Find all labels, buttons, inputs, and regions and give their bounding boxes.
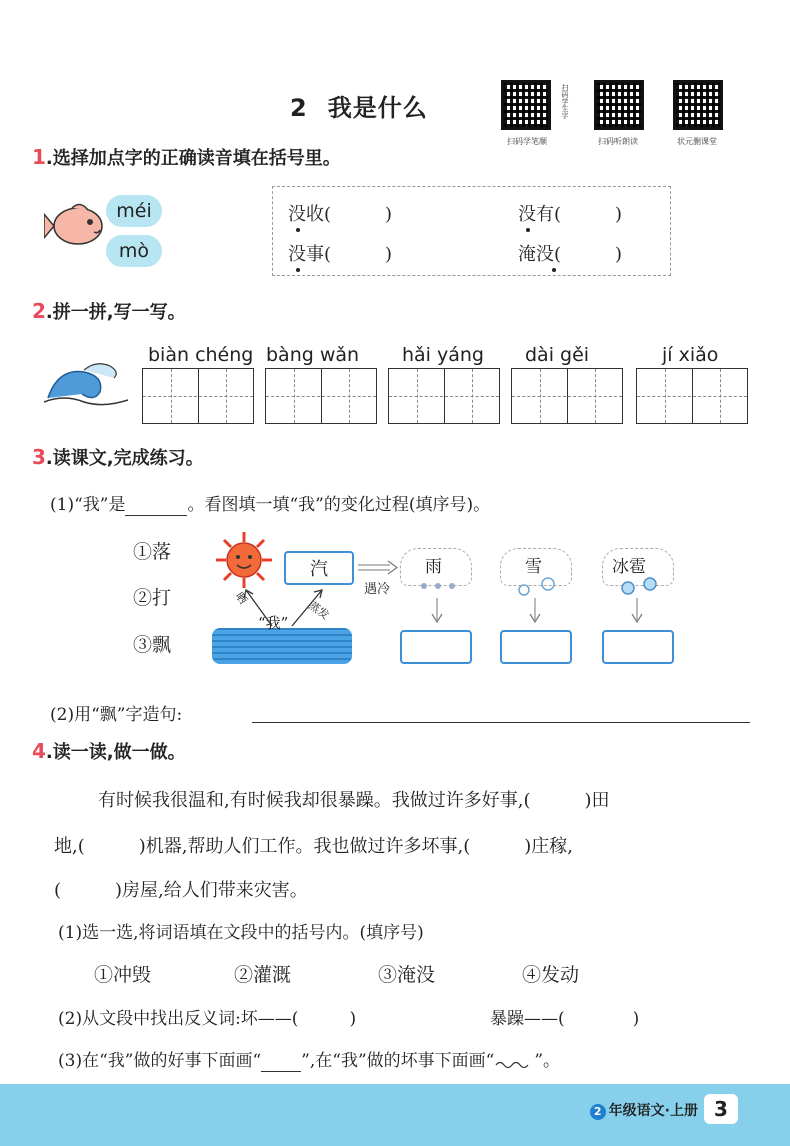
vapor-box: 汽 [284,551,354,585]
q1-heading: 1.选择加点字的正确读音填在括号里。 [32,145,341,169]
pinyin-option-mei: méi [106,195,162,227]
page-number: 3 [704,1094,738,1124]
q3-option-1: ①落 [133,541,172,563]
q3-heading: 3.读课文,完成练习。 [32,445,204,469]
writing-grid-1[interactable] [142,368,254,424]
hail-answer-box[interactable] [602,630,674,664]
writing-grid-5[interactable] [636,368,748,424]
lesson-number: 2 [290,94,308,122]
q3-number: 3 [32,445,46,469]
q3-option-2: ②打 [133,587,172,609]
q4-part3: (3)在“我”做的好事下面画“ ”,在“我”做的坏事下面画“ ”。 [58,1051,561,1071]
q1-blank-1[interactable]: ( ) [324,204,393,225]
raindrop-icons [418,580,458,592]
label-rain: 雨 [425,557,442,577]
arrow-down-icon [528,598,542,624]
pinyin-bian-cheng: biàn chéng [148,344,254,366]
straight-line-mark [261,1051,301,1072]
qr-code-2[interactable] [594,80,644,130]
footer-grade-label: 2 年级语文·上册 [590,1100,698,1120]
label-cold: 遇冷 [364,582,391,597]
pinyin-ji-xiao: jí xiǎo [662,344,719,366]
snowflake-icons [514,574,558,598]
pinyin-option-mo: mò [106,235,162,267]
q1-blank-3[interactable]: ( ) [324,244,393,265]
qr-side-caption: 扫码学生字 [561,84,569,119]
qr-caption-2: 扫码听朗读 [598,137,638,146]
q1-item-2: 没有( ) [518,204,623,225]
qr-code-1[interactable] [501,80,551,130]
sun-illustration [214,530,274,590]
q2-number: 2 [32,299,46,323]
lesson-title [290,88,428,123]
q4-part2-antonym-bad: (2)从文段中找出反义词:坏——( ) [58,1009,357,1029]
q1-item-1: 没收( ) [288,204,393,225]
q3-part1: (1)“我”是 。看图填一填“我”的变化过程(填序号)。 [50,495,491,515]
q1-item-3: 没事( ) [288,244,393,265]
fish-illustration [44,200,108,250]
q3-part1-blank[interactable] [125,495,187,516]
q4-part2-antonym-fierce: 暴躁——( ) [490,1009,640,1029]
arrow-right-icon [358,560,398,576]
arrow-down-icon [630,598,644,624]
q1-item-4: 淹没( ) [518,244,623,265]
q1-blank-2[interactable]: ( ) [554,204,623,225]
q4-choice-3: ③淹没 [378,964,436,986]
q4-choice-1: ①冲毁 [94,964,152,986]
wave-illustration [44,358,130,408]
grade-badge: 2 [590,1104,606,1120]
lesson-name: 我是什么 [327,94,428,122]
q4-number: 4 [32,739,46,763]
emphasis-dot [552,268,556,272]
snow-answer-box[interactable] [500,630,572,664]
q1-blank-4[interactable]: ( ) [554,244,623,265]
rain-answer-box[interactable] [400,630,472,664]
writing-grid-3[interactable] [388,368,500,424]
q4-paragraph-line-3: ( )房屋,给人们带来灾害。 [54,880,308,901]
q4-choice-2: ②灌溉 [234,964,292,986]
emphasis-dot [296,268,300,272]
q4-heading: 4.读一读,做一做。 [32,739,186,763]
label-snow: 雪 [525,557,542,577]
label-hail: 冰雹 [612,557,646,577]
q3-option-3: ③飘 [133,634,172,656]
label-me: “我” [258,614,289,632]
q3-part2-answer-line[interactable] [252,722,750,723]
arrow-down-icon [430,598,444,624]
q4-paragraph-line-1: 有时候我很温和,有时候我却很暴躁。我做过许多好事,( )田 [98,790,610,811]
q3-part2: (2)用“飘”字造句: [50,705,183,725]
pinyin-dai-gei: dài gěi [525,344,590,366]
writing-grid-4[interactable] [511,368,623,424]
emphasis-dot [526,228,530,232]
hail-icons [614,574,664,598]
writing-grid-2[interactable] [265,368,377,424]
q4-paragraph-line-2: 地,( )机器,帮助人们工作。我也做过许多坏事,( )庄稼, [54,836,573,857]
q4-part1: (1)选一选,将词语填在文段中的括号内。(填序号) [58,923,424,943]
water-illustration [212,628,352,664]
label-evaporate: 蒸发 [305,598,332,623]
label-sun: 晒 [232,590,250,607]
q1-number: 1 [32,145,46,169]
q4-choice-4: ④发动 [522,964,580,986]
pinyin-hai-yang: hǎi yáng [402,344,484,366]
q2-heading: 2.拼一拼,写一写。 [32,299,186,323]
qr-caption-3: 状元删课堂 [677,137,717,146]
emphasis-dot [296,228,300,232]
qr-caption-1: 扫码学笔顺 [507,137,547,146]
wavy-line-mark [494,1056,534,1070]
pinyin-bang-wan: bàng wǎn [266,344,360,366]
qr-code-3[interactable] [673,80,723,130]
